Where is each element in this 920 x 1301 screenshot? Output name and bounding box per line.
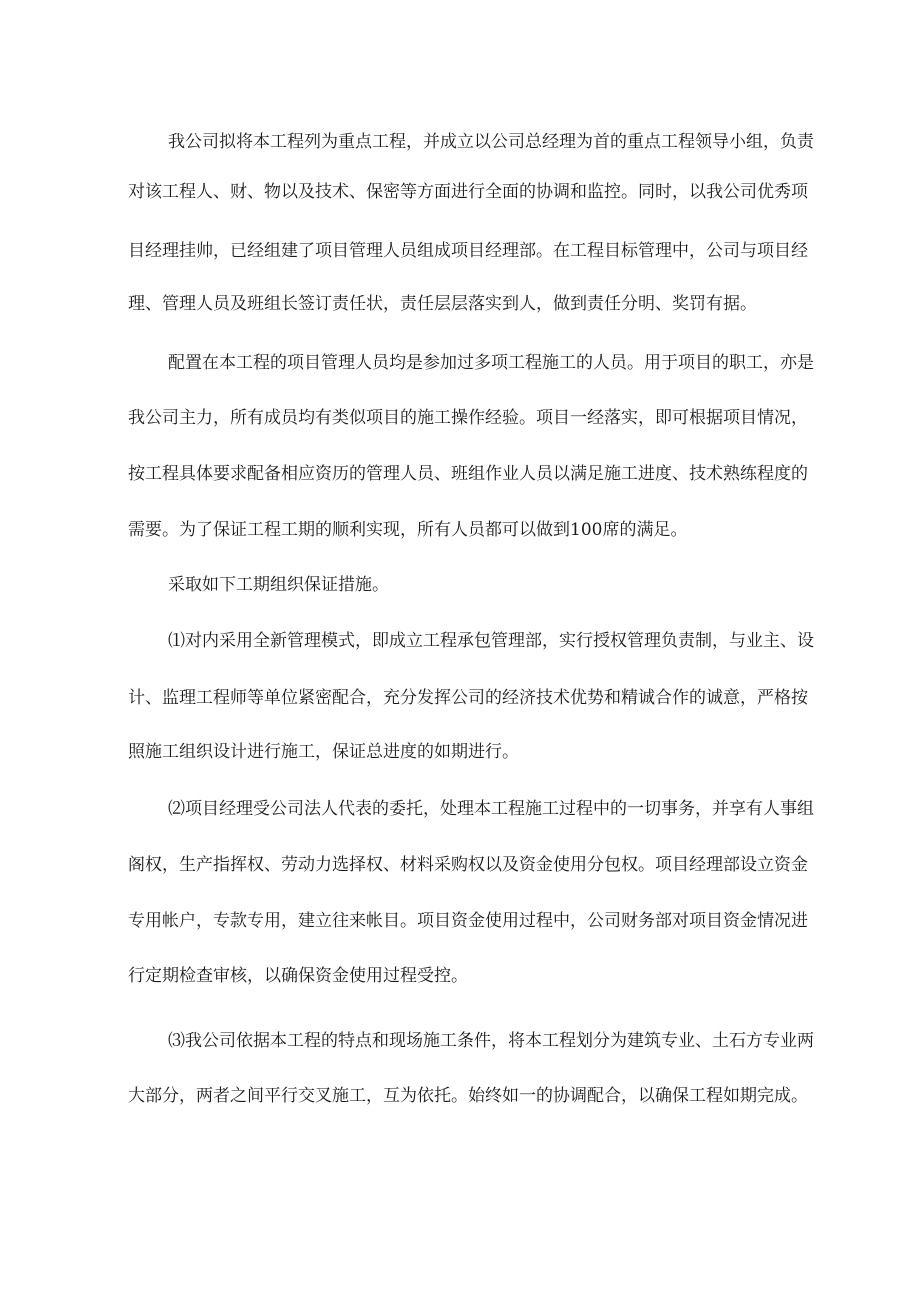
text-line: ⑶我公司依据本工程的特点和现场施工条件，将本工程划分为建筑专业、土石方专业两 [168, 1031, 814, 1051]
text-line: 行定期检查审核，以确保资金使用过程受控。 [128, 966, 468, 986]
text-line: 我公司主力，所有成员均有类似项目的施工操作经验。项目一经落实，即可根据项目情况， [128, 408, 808, 428]
text-line: ⑵项目经理受公司法人代表的委托，处理本工程施工过程中的一切事务，并享有人事组 [168, 799, 814, 819]
text-line: 采取如下工期组织保证措施。 [168, 575, 389, 595]
text-line: 按工程具体要求配备相应资历的管理人员、班组作业人员以满足施工进度、技术熟练程度的 [128, 464, 808, 484]
text-line: 专用帐户，专款专用，建立往来帐目。项目资金使用过程中，公司财务部对项目资金情况进 [128, 911, 808, 931]
text-line: 理、管理人员及班组长签订责任状，责任层层落实到人，做到责任分明、奖罚有据。 [128, 294, 757, 314]
text-line: 阁权，生产指挥权、劳动力选择权、材料采购权以及资金使用分包权。项目经理部设立资金 [128, 855, 808, 875]
text-line: 对该工程人、财、物以及技术、保密等方面进行全面的协调和监控。同时，以我公司优秀项 [128, 182, 808, 202]
text-line: 需要。为了保证工程工期的顺利实现，所有人员都可以做到100席的满足。 [128, 520, 688, 540]
text-line: 照施工组织设计进行施工，保证总进度的如期进行。 [128, 742, 519, 762]
text-line: 计、监理工程师等单位紧密配合，充分发挥公司的经济技术优势和精诚合作的诚意，严格按 [128, 688, 808, 708]
text-line: 目经理挂帅，已经组建了项目管理人员组成项目经理部。在工程目标管理中，公司与项目经 [128, 241, 808, 261]
text-line: 我公司拟将本工程列为重点工程，并成立以公司总经理为首的重点工程领导小组，负责 [168, 132, 814, 152]
text-line: 配置在本工程的项目管理人员均是参加过多项工程施工的人员。用于项目的职工，亦是 [168, 353, 814, 373]
text-line: 大部分，两者之间平行交叉施工，互为依托。始终如一的协调配合，以确保工程如期完成。 [128, 1086, 808, 1106]
text-line: ⑴对内采用全新管理模式，即成立工程承包管理部，实行授权管理负责制，与业主、设 [168, 631, 814, 651]
